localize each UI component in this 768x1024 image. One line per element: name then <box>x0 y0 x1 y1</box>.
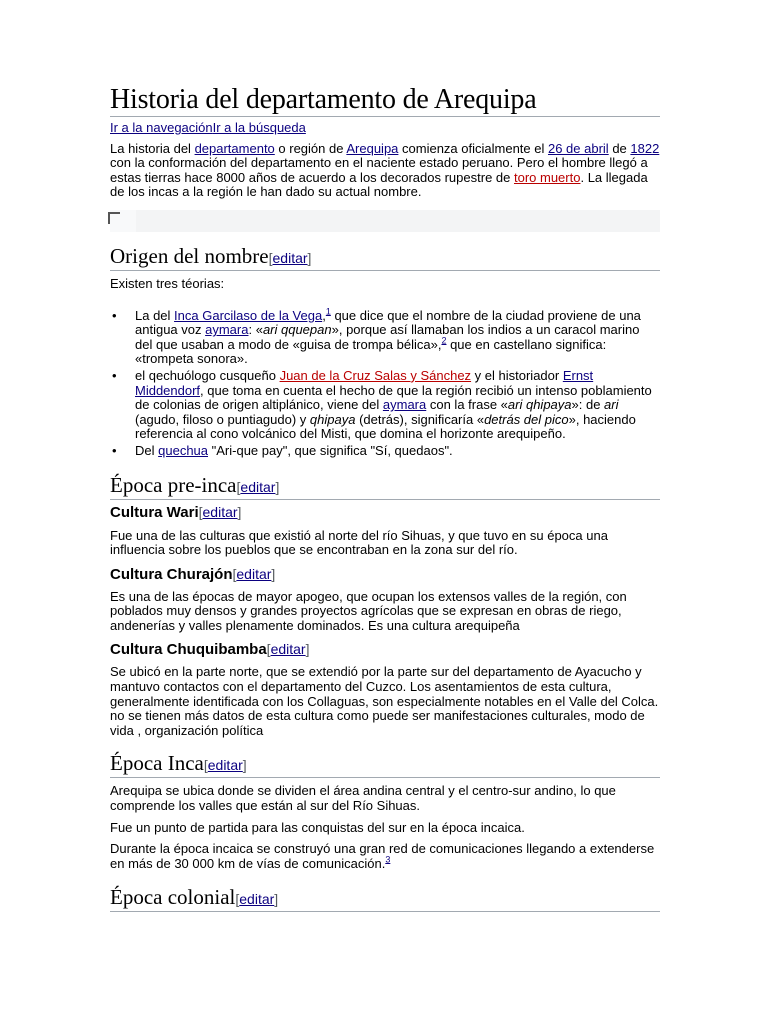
edit-link[interactable]: editar <box>236 565 272 582</box>
inca-paragraph-1: Arequipa se ubica donde se dividen el área andina central y el centro-sur andino, lo que comprende los valles que están al sur del Río Sihuas. <box>110 783 616 814</box>
item-text: el qechuólogo cusqueño <box>135 367 280 383</box>
heading-text: Cultura Wari <box>110 503 199 521</box>
origen-lead: Existen tres téorias: <box>110 275 225 291</box>
edit-link[interactable]: editar <box>272 249 308 266</box>
link-26-de-abril[interactable]: 26 de abril <box>547 140 609 156</box>
intro-text: con la conformación del departamento en el naciente estado peruano. Pero el hombre llegó a estas tierras hace 8000 años de acuerdo a los decorados rupestre de <box>110 155 648 185</box>
link-arequipa[interactable]: Arequipa <box>346 140 399 156</box>
heading-text: Cultura Churajón <box>110 565 233 583</box>
theories-list <box>110 306 660 459</box>
link-aymara[interactable]: aymara <box>205 322 249 338</box>
list-item <box>110 306 660 367</box>
toc-placeholder <box>136 210 660 232</box>
heading-epoca-pre-inca <box>110 473 660 500</box>
italic-term: ari qquepan <box>262 322 332 338</box>
article <box>110 84 660 912</box>
toc-toggle-icon[interactable] <box>108 212 120 224</box>
heading-text: Época Inca <box>110 751 204 776</box>
page-title: Historia del departamento de Arequipa <box>110 84 660 117</box>
link-inca-garcilaso[interactable]: Inca Garcilaso de la Vega <box>174 307 323 323</box>
heading-origen-del-nombre <box>110 244 660 271</box>
edit-section: [editar] <box>235 891 279 908</box>
italic-term: qhipaya <box>309 411 356 427</box>
item-text: , <box>322 307 326 323</box>
italic-term: detrás del pico <box>484 411 569 427</box>
edit-link[interactable]: editar <box>239 891 275 908</box>
heading-epoca-colonial <box>110 885 660 912</box>
intro-text: . La llegada de los incas a la región le han dado su actual nombre. <box>110 169 648 200</box>
item-text: (detrás), significaría « <box>355 411 485 427</box>
list-item <box>110 444 660 459</box>
heading-cultura-chuquibamba <box>110 640 660 659</box>
item-text: », haciendo referencia al cono volcánico del Misti, que domina el horizonte arequipeño. <box>135 411 636 442</box>
jump-to-navigation-link[interactable]: Ir a la navegación <box>110 120 213 135</box>
edit-link[interactable]: editar <box>207 757 243 774</box>
edit-link[interactable]: editar <box>240 478 276 495</box>
link-departamento[interactable]: departamento <box>194 140 275 156</box>
intro-text: o región de <box>274 140 347 156</box>
heading-epoca-inca <box>110 751 660 778</box>
item-text: : « <box>248 322 263 338</box>
intro-text: La historia del <box>110 140 195 156</box>
inca-paragraph-2: Fue un punto de partida para las conquistas del sur en la época incaica. <box>110 819 525 835</box>
edit-section: [editar] <box>203 757 247 774</box>
item-text: , que toma en cuenta el hecho de que la región recibió un intenso poblamiento de colonias de origen altiplánico, viene del <box>135 382 652 413</box>
item-text: y el historiador <box>471 367 563 383</box>
edit-link[interactable]: editar <box>202 503 238 520</box>
heading-text: Época colonial <box>110 885 236 910</box>
item-text: con la frase « <box>426 397 508 413</box>
table-of-contents[interactable] <box>110 210 660 232</box>
item-text: que en castellano significa: «trompeta sonora». <box>135 336 607 367</box>
reference-2[interactable]: 2 <box>441 335 447 346</box>
intro-paragraph <box>110 142 660 200</box>
jump-to-search-link[interactable]: Ir a la búsqueda <box>212 120 306 135</box>
edit-section: [editar] <box>236 478 280 495</box>
link-ernst-middendorf[interactable]: Ernst Middendorf <box>135 367 594 398</box>
intro-text: de <box>608 140 631 156</box>
item-text: La del <box>135 307 175 323</box>
item-text: que dice que el nombre de la ciudad proviene de una antigua voz <box>135 307 641 338</box>
edit-section: [editar] <box>232 565 276 582</box>
heading-cultura-wari <box>110 503 660 522</box>
item-text: (agudo, filoso o puntiagudo) y <box>135 411 310 427</box>
italic-term: ari qhipaya <box>507 397 572 413</box>
link-quechua[interactable]: quechua <box>158 442 209 458</box>
edit-section: [editar] <box>266 641 310 658</box>
heading-text: Origen del nombre <box>110 243 269 268</box>
paragraph-text: Durante la época incaica se construyó una gran red de comunicaciones llegando a extenderse en más de 30 000 km de vías de comunicación. <box>110 841 655 871</box>
edit-section: [editar] <box>268 249 312 266</box>
edit-link[interactable]: editar <box>270 641 306 658</box>
jump-links <box>110 121 660 136</box>
heading-text: Época pre-inca <box>110 472 237 497</box>
list-item <box>110 369 660 442</box>
link-toro-muerto[interactable]: toro muerto <box>513 169 581 185</box>
churajon-paragraph: Es una de las épocas de mayor apogeo, que ocupan los extensos valles de la región, con poblados muy densos y grandes proyectos agrícolas que se expresan en obras de riego, andenerías y valles plenamente dominados. Es una cultura arequipeña <box>110 588 627 633</box>
reference-3[interactable]: 3 <box>385 854 391 865</box>
link-juan-de-la-cruz[interactable]: Juan de la Cruz Salas y Sánchez <box>279 367 472 383</box>
inca-paragraph-3 <box>110 842 660 871</box>
heading-text: Cultura Chuquibamba <box>110 641 267 659</box>
link-1822[interactable]: 1822 <box>630 140 660 156</box>
edit-section: [editar] <box>198 503 242 520</box>
item-text: "Ari-que pay", que significa "Sí, quedaos". <box>208 442 453 458</box>
italic-term: ari <box>604 397 619 413</box>
intro-text: comienza oficialmente el <box>398 140 548 156</box>
heading-cultura-churajon <box>110 565 660 584</box>
chuquibamba-paragraph: Se ubicó en la parte norte, que se extendió por la parte sur del departamento de Ayacucho y mantuvo contactos con el departamento del Cuzco. Los asentamientos de esta cultura, generalmente identificada con los Collaguas, son especialmente notables en el Valle del Colca. no se tienen más datos de esta cultura como puede ser manifestaciones culturales, modo de vida , organización política <box>110 664 659 738</box>
item-text: », porque así llamaban los indios a un caracol marino del que usaban a modo de «guisa de trompa bélica», <box>135 322 640 352</box>
reference-1[interactable]: 1 <box>325 306 331 317</box>
link-aymara[interactable]: aymara <box>382 397 427 413</box>
item-text: »: de <box>571 397 605 413</box>
item-text: Del <box>135 442 159 458</box>
wari-paragraph: Fue una de las culturas que existió al norte del río Sihuas, y que tuvo en su época una influencia sobre los pueblos que se encontraban en la zona sur del río. <box>110 527 608 558</box>
